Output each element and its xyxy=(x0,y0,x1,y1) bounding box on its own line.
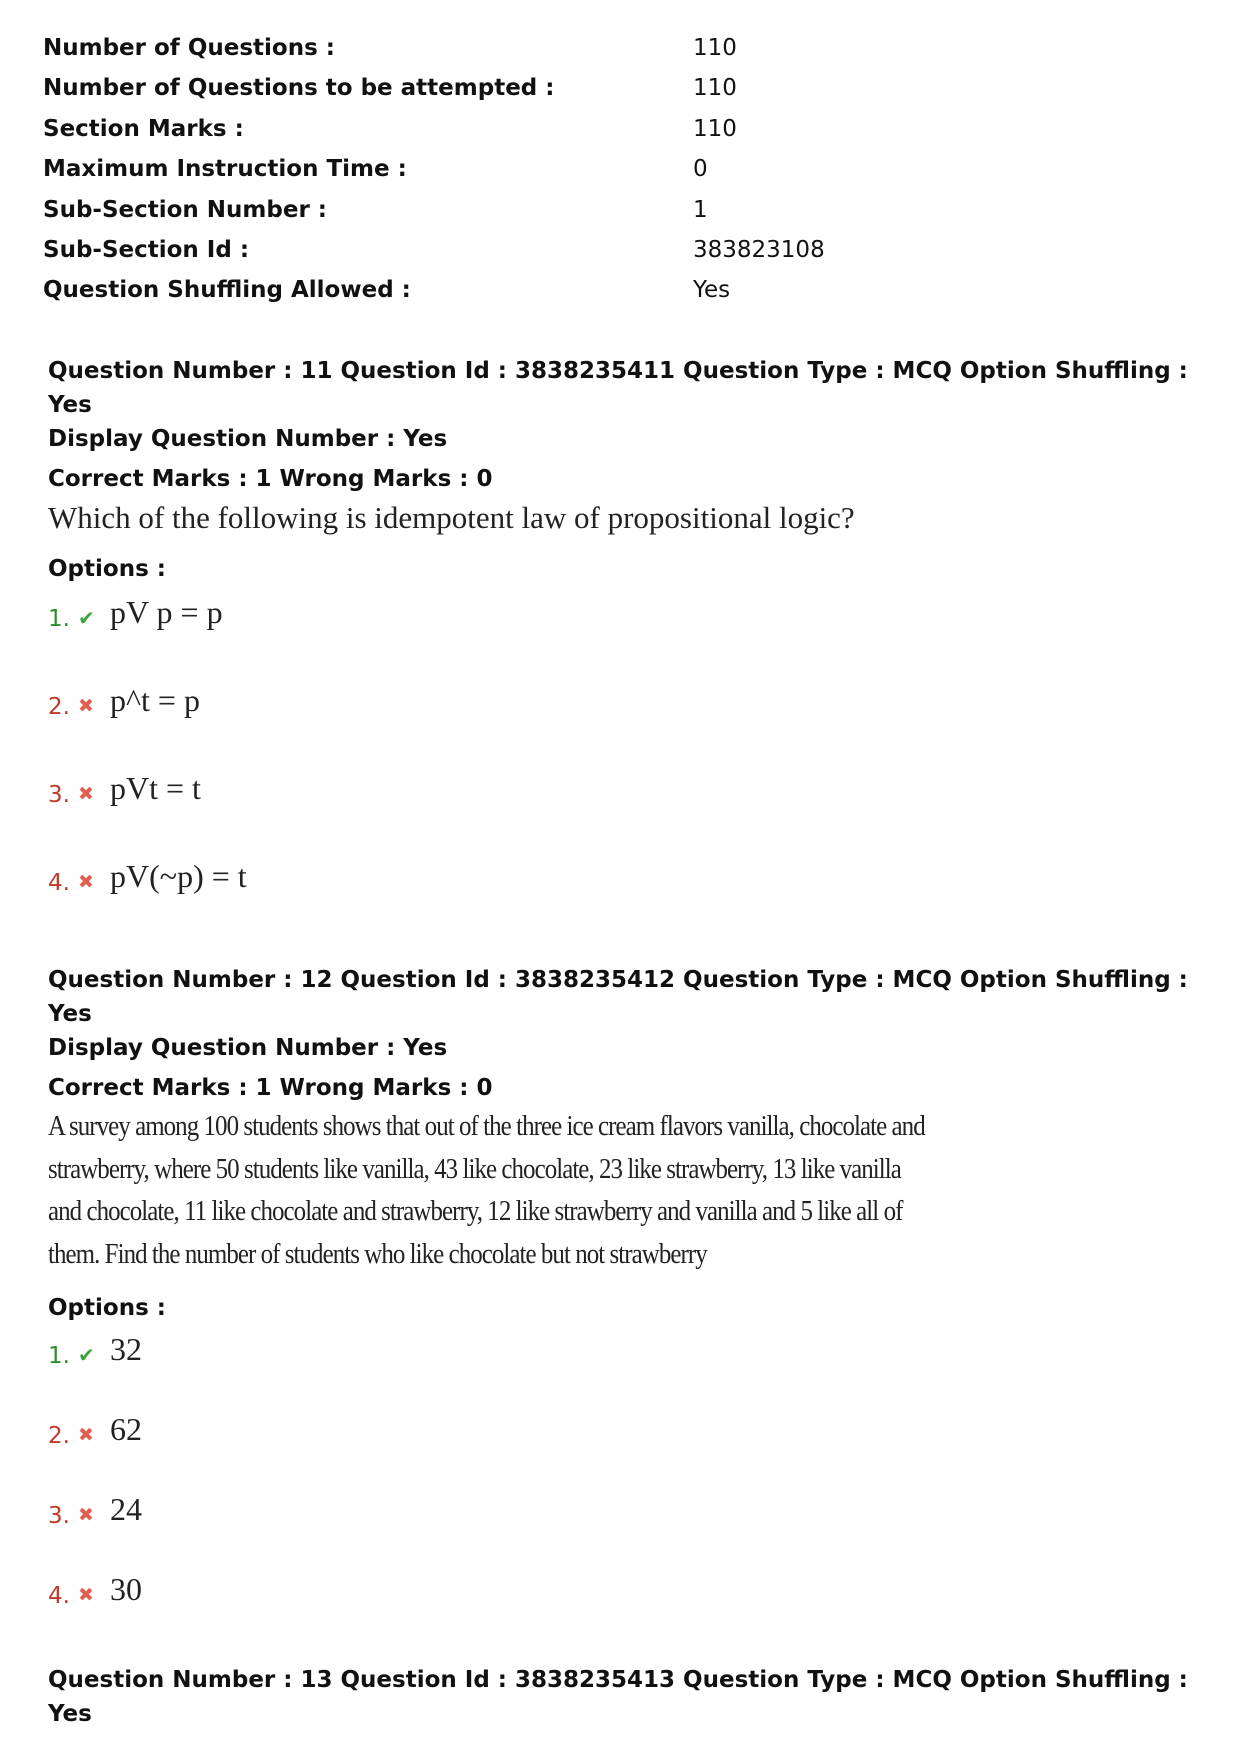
question-text-line: A survey among 100 students shows that out of the three ice cream flavors vanilla, chocolate and xyxy=(48,1110,925,1142)
meta-label: Number of Questions to be attempted : xyxy=(43,75,555,102)
meta-label: Question Shuffling Allowed : xyxy=(43,277,411,304)
question-text: Which of the following is idempotent law of propositional logic? xyxy=(48,500,855,535)
option-item xyxy=(48,1569,1198,1649)
meta-value: 0 xyxy=(693,156,708,183)
question-text-line: and chocolate, 11 like chocolate and strawberry, 12 like strawberry and vanilla and 5 like all of xyxy=(48,1195,903,1227)
option-text: pVt = t xyxy=(110,770,201,806)
meta-value: 1 xyxy=(693,196,708,223)
option-number: 3. xyxy=(48,782,70,808)
question-12 xyxy=(48,963,1198,1649)
cross-icon: ✖ xyxy=(78,871,94,893)
question-header: Question Number : 11 Question Id : 3838235411 Question Type : MCQ Option Shuffling : Yes xyxy=(48,358,1188,418)
meta-value: Yes xyxy=(693,277,731,304)
question-text-line: them. Find the number of students who like chocolate but not strawberry xyxy=(48,1237,707,1270)
meta-label: Maximum Instruction Time : xyxy=(43,156,407,183)
option-item xyxy=(48,1489,1198,1569)
option-text: pV p = p xyxy=(110,594,223,630)
meta-row xyxy=(43,270,1193,310)
meta-row xyxy=(43,149,1193,189)
meta-label: Sub-Section Number : xyxy=(43,196,328,223)
question-text-line: strawberry, where 50 students like vanilla, 43 like chocolate, 23 like strawberry, 13 like vanilla xyxy=(48,1152,901,1185)
cross-icon: ✖ xyxy=(78,1424,94,1446)
option-text: 32 xyxy=(110,1331,142,1367)
option-item xyxy=(48,768,1198,856)
meta-value: 383823108 xyxy=(693,236,825,263)
check-icon: ✔ xyxy=(78,1343,95,1367)
options-list xyxy=(48,592,1198,944)
cross-icon: ✖ xyxy=(78,695,94,717)
meta-row xyxy=(43,230,1193,270)
question-13 xyxy=(48,1663,1198,1731)
meta-value: 110 xyxy=(693,115,737,142)
question-11 xyxy=(48,354,1198,944)
option-number: 2. xyxy=(48,1423,70,1449)
meta-value: 110 xyxy=(693,75,737,102)
options-list xyxy=(48,1329,1198,1649)
cross-icon: ✖ xyxy=(78,1584,94,1606)
option-text: p^t = p xyxy=(110,682,200,718)
option-number: 4. xyxy=(48,870,70,896)
option-text: pV(~p) = t xyxy=(110,858,247,894)
options-label: Options : xyxy=(48,556,166,582)
question-display-number: Display Question Number : Yes xyxy=(48,1035,448,1061)
option-number: 2. xyxy=(48,694,70,720)
meta-row xyxy=(43,68,1193,108)
cross-icon: ✖ xyxy=(78,783,94,805)
option-number: 1. xyxy=(48,606,70,632)
option-number: 3. xyxy=(48,1503,70,1529)
option-number: 1. xyxy=(48,1343,70,1369)
meta-value: 110 xyxy=(693,35,737,61)
meta-label: Section Marks : xyxy=(43,115,244,142)
meta-label: Number of Questions : xyxy=(43,35,335,61)
option-item xyxy=(48,592,1198,680)
meta-row xyxy=(43,109,1193,149)
cross-icon: ✖ xyxy=(78,1504,94,1526)
option-text: 24 xyxy=(110,1491,142,1527)
meta-label: Sub-Section Id : xyxy=(43,236,250,263)
meta-row xyxy=(43,28,1193,68)
option-item xyxy=(48,1409,1198,1489)
meta-row xyxy=(43,190,1193,230)
option-text: 30 xyxy=(110,1571,142,1607)
section-meta xyxy=(43,28,1193,311)
question-display-number: Display Question Number : Yes xyxy=(48,426,448,452)
option-number: 4. xyxy=(48,1583,70,1609)
option-item xyxy=(48,1329,1198,1409)
option-item xyxy=(48,856,1198,944)
options-label: Options : xyxy=(48,1295,166,1321)
option-item xyxy=(48,680,1198,768)
question-marks: Correct Marks : 1 Wrong Marks : 0 xyxy=(48,1075,493,1101)
question-marks: Correct Marks : 1 Wrong Marks : 0 xyxy=(48,466,493,492)
question-header: Question Number : 12 Question Id : 3838235412 Question Type : MCQ Option Shuffling : Yes xyxy=(48,967,1188,1027)
option-text: 62 xyxy=(110,1411,142,1447)
question-text xyxy=(48,1105,977,1275)
check-icon: ✔ xyxy=(78,606,95,630)
question-header: Question Number : 13 Question Id : 3838235413 Question Type : MCQ Option Shuffling : Yes xyxy=(48,1667,1188,1727)
